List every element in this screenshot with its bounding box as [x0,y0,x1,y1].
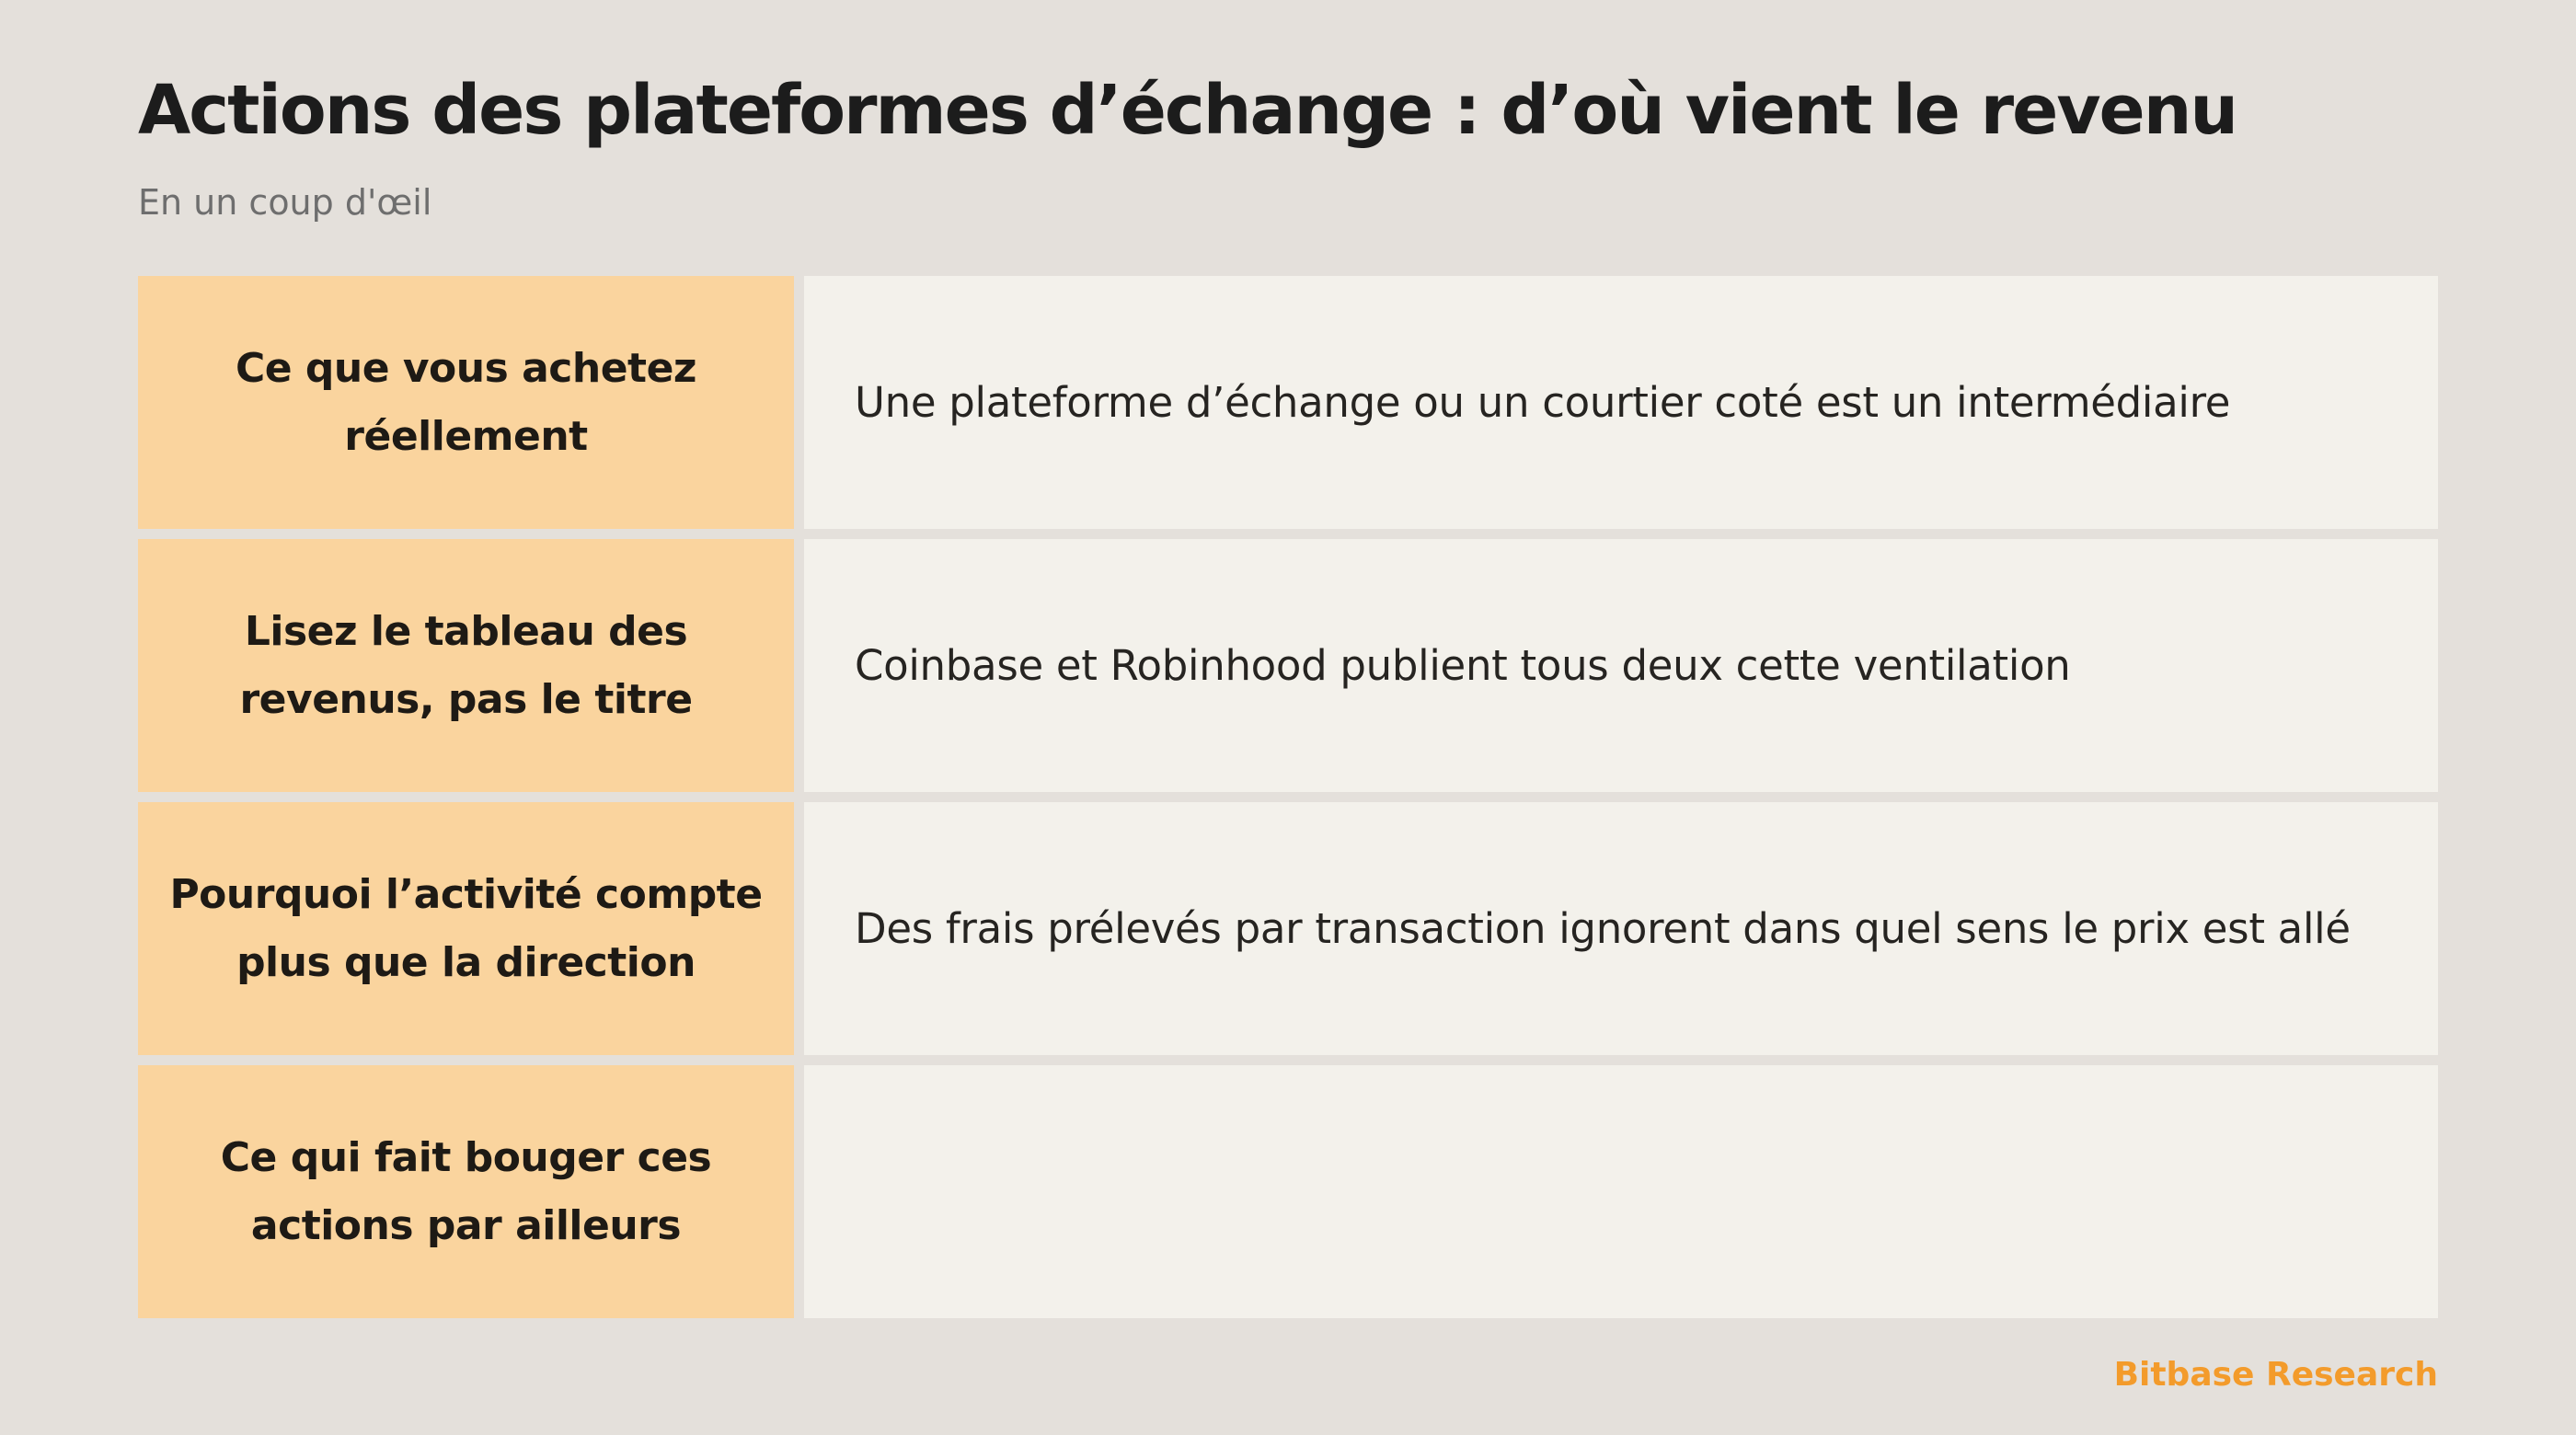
summary-table [138,276,2438,1318]
table-row [138,802,2438,1055]
row-label: Lisez le tableau des revenus, pas le titre [239,607,693,723]
row-label: Ce que vous achetez réellement [235,344,697,460]
row-label-cell [138,539,794,792]
row-value-cell [804,539,2438,792]
row-label-cell [138,802,794,1055]
row-value-cell [804,802,2438,1055]
brand-logo-text: Bitbase Research [2113,1356,2438,1394]
row-label-cell [138,1065,794,1318]
table-row [138,539,2438,792]
page-title: Actions des plateformes d’échange : d’où vient le revenu [138,71,2237,150]
row-value-cell [804,276,2438,529]
row-value: Des frais prélevés par transaction ignorent dans quel sens le prix est allé [855,903,2351,953]
table-row [138,276,2438,529]
table-row [138,1065,2438,1318]
row-label-cell [138,276,794,529]
row-value-cell [804,1065,2438,1318]
row-value: Coinbase et Robinhood publient tous deux cette ventilation [855,640,2071,690]
page-subtitle: En un coup d'œil [138,182,432,223]
row-value: Une plateforme d’échange ou un courtier coté est un intermédiaire [855,377,2231,427]
row-label: Ce qui fait bouger ces actions par ailleurs [220,1133,712,1249]
row-label: Pourquoi l’activité compte plus que la direction [169,870,763,986]
